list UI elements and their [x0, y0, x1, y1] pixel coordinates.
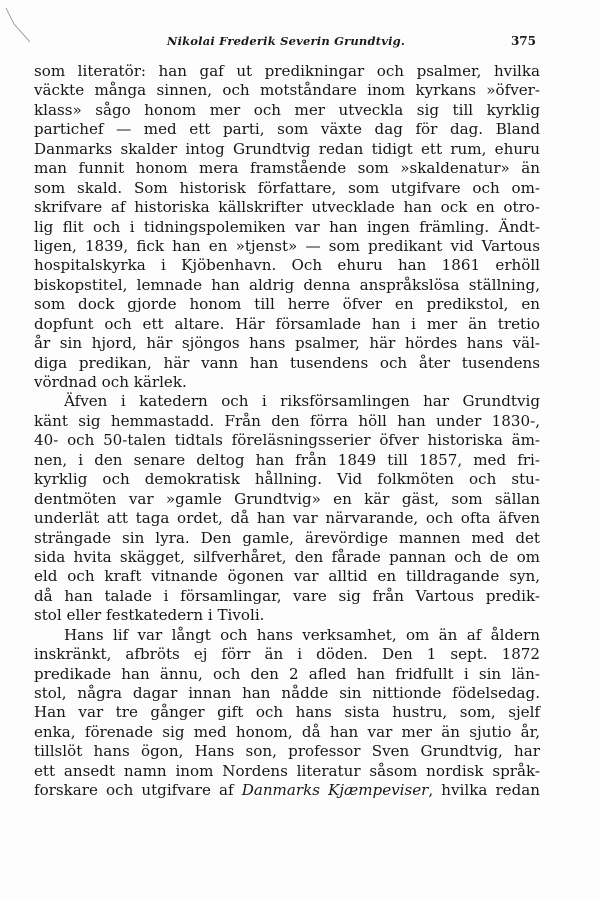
text-line: hospitalskyrka i Kjöbenhavn. Och ehuru han 1861 erhöll	[34, 256, 540, 275]
text-line: tillslöt hans ögon, Hans son, professor Sven Grundtvig, har	[34, 742, 540, 761]
text-line-lead: forskare och utgifvare af	[34, 781, 234, 800]
running-head	[36, 34, 536, 56]
text-line: som dock gjorde honom till herre öfver en predikstol, en	[34, 295, 540, 314]
text-line: dentmöten var »gamle Grundtvig» en kär gäst, som sällan	[34, 489, 540, 508]
text-line: diga predikan, här vann han tusendens och åter tusendens	[34, 353, 540, 372]
text-line: skrifvare af historiska källskrifter utvecklade han ock en otro-	[34, 198, 540, 217]
text-line: känt sig hemmastadd. Från den förra höll han under 1830-,	[34, 411, 540, 430]
text-line: stol, några dagar innan han nådde sin nittionde födelsedag.	[34, 684, 540, 702]
text-line	[34, 781, 540, 800]
text-line: väckte många sinnen, och motståndare inom kyrkans »öfver-	[34, 81, 540, 100]
text-line: kyrklig och demokratisk hållning. Vid folkmöten och stu-	[34, 470, 540, 489]
text-line: ett ansedt namn inom Nordens literatur såsom nordisk språk-	[34, 761, 540, 780]
text-line: lig flit och i tidningspolemiken var han ingen främling. Ändt-	[34, 217, 540, 236]
text-line: nen, i den senare deltog han från 1849 till 1857, med fri-	[34, 450, 540, 469]
text-line: då han talade i församlingar, vare sig från Vartous predik-	[34, 586, 540, 605]
text-line: klass» sågo honom mer och mer utveckla sig till kyrklig	[34, 100, 540, 119]
text-line: biskopstitel, lemnade han aldrig denna anspråkslösa ställning,	[34, 275, 540, 294]
page-number: 375	[510, 34, 536, 48]
text-line: vördnad och kärlek.	[34, 373, 187, 391]
text-line-tail: , hvilka redan	[428, 781, 540, 800]
text-line: Äfven i katedern och i riksförsamlingen har Grundtvig	[64, 392, 540, 411]
text-line: Han var tre gånger gift och hans sista hustru, som, sjelf	[34, 703, 540, 722]
text-line: som skald. Som historisk författare, som utgifvare och om-	[34, 178, 540, 197]
text-line: 40- och 50-talen tidtals föreläsningsserier öfver historiska äm-	[34, 431, 540, 450]
text-line: Hans lif var långt och hans verksamhet, om än af åldern	[64, 625, 540, 644]
text-line: inskränkt, afbröts ej förr än i döden. Den 1 sept. 1872	[34, 645, 540, 664]
text-line: år sin hjord, här sjöngos hans psalmer, här hördes hans väl-	[34, 334, 540, 353]
text-line: stol eller festkatedern i Tivoli.	[34, 606, 265, 625]
text-line: underlät att taga ordet, då han var närvarande, och ofta äfven	[34, 509, 540, 528]
text-line: partichef — med ett parti, som växte dag för dag. Bland	[34, 120, 540, 139]
text-line: enka, förenade sig med honom, då han var mer än sjutio år,	[34, 722, 540, 741]
text-line: eld och kraft vitnande ögonen var alltid en tilldragande syn,	[34, 567, 540, 586]
text-line: predikade han ännu, och den 2 afled han fridfullt i sin län-	[34, 664, 540, 683]
running-title: Nikolai Frederik Severin Grundtvig.	[166, 34, 406, 48]
book-title-italic: Danmarks Kjæmpeviser	[241, 781, 429, 800]
text-line: som literatör: han gaf ut predikningar och psalmer, hvilka	[34, 62, 540, 80]
body-text	[34, 62, 540, 801]
text-line: Danmarks skalder intog Grundtvig redan tidigt ett rum, ehuru	[34, 139, 540, 158]
text-line: strängade sin lyra. Den gamle, ärevördige mannen med det	[34, 528, 540, 547]
text-line: dopfunt och ett altare. Här församlade han i mer än tretio	[34, 314, 540, 333]
text-line: man funnit honom mera framstående som »skaldenatur» än	[34, 159, 540, 178]
text-line: sida hvita skägget, silfverhåret, den fårade pannan och de om	[34, 547, 540, 566]
text-line: ligen, 1839, fick han en »tjenst» — som predikant vid Vartous	[34, 236, 540, 255]
page-corner-mark	[4, 6, 34, 46]
